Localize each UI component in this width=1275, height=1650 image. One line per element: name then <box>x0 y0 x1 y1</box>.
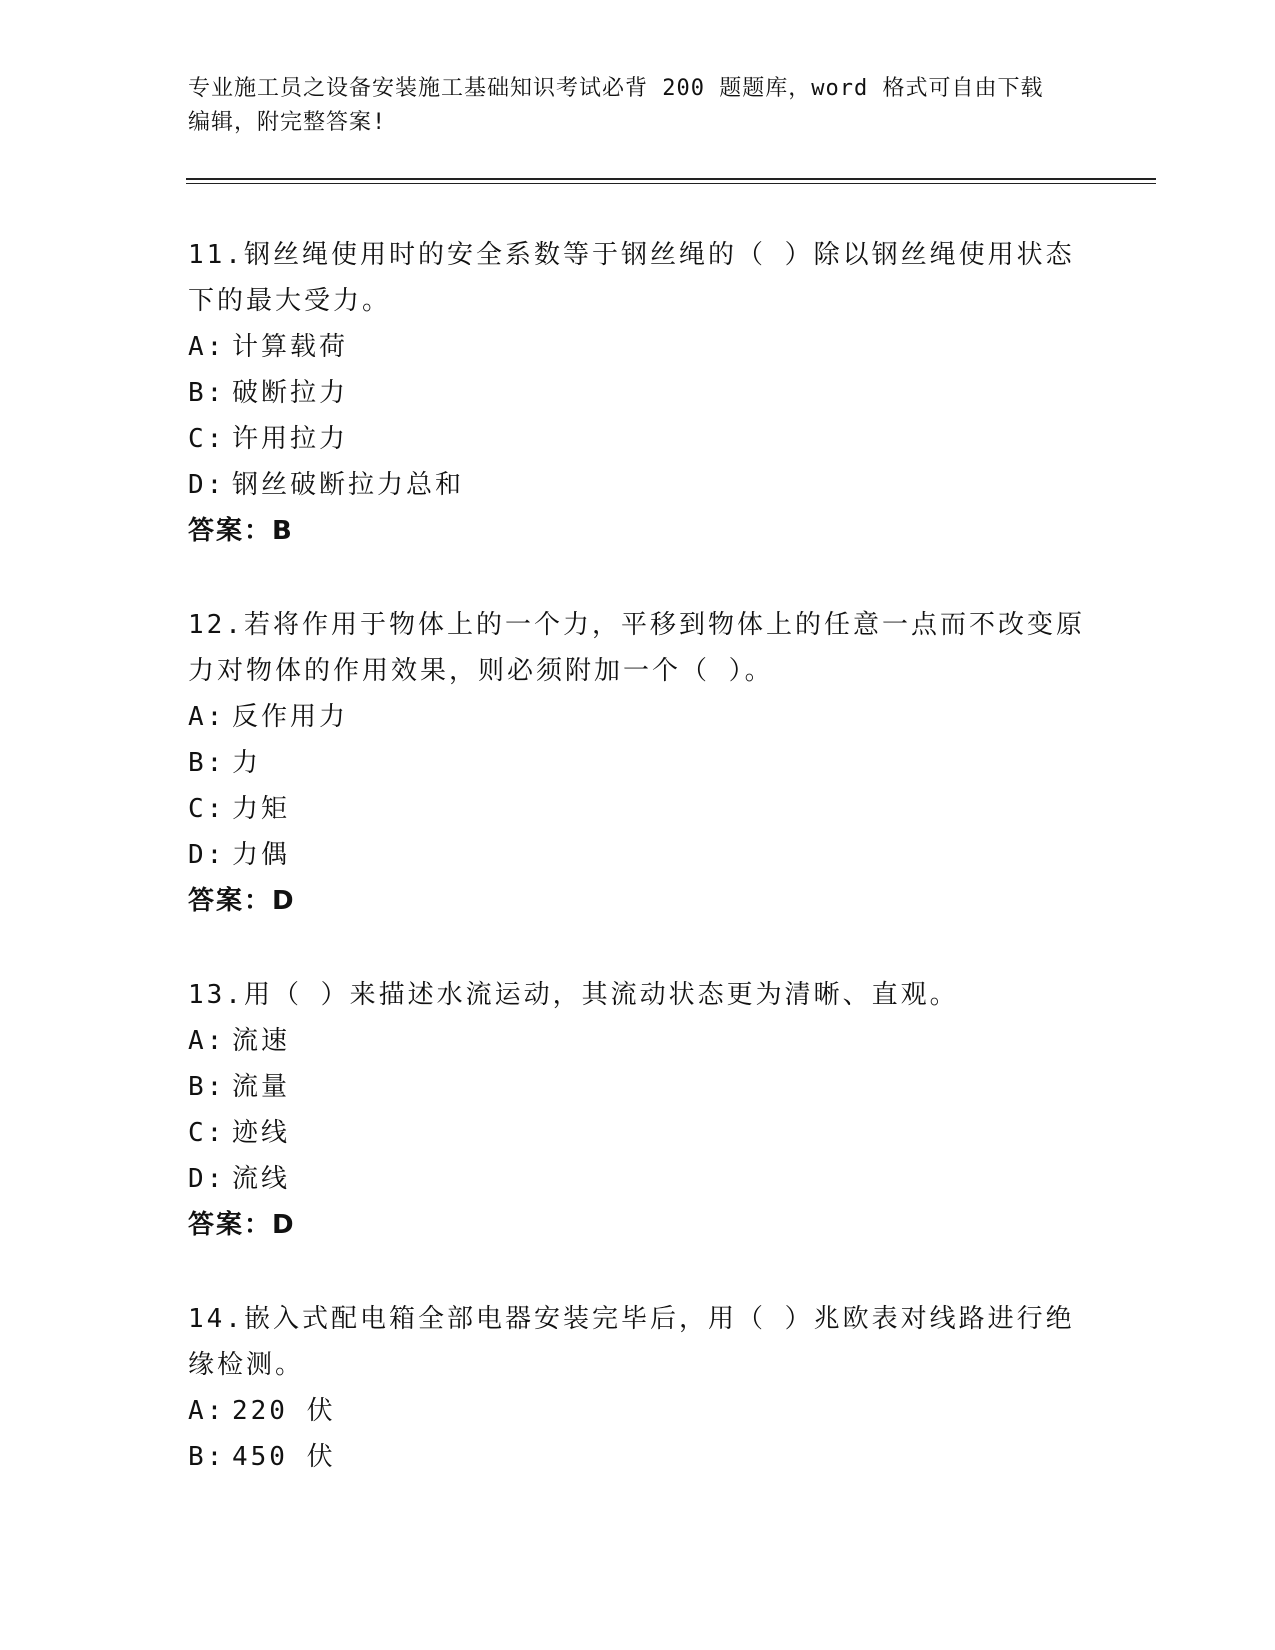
answer: 答案：D <box>188 886 296 916</box>
option-d <box>188 462 1088 508</box>
option-text: 流线 <box>232 1164 291 1194</box>
option-text: 力偶 <box>232 840 291 870</box>
option-a <box>188 324 1088 370</box>
document-header <box>188 72 1068 140</box>
question-list <box>188 232 1088 1528</box>
answer: 答案：D <box>188 1210 296 1240</box>
question-text: 11.钢丝绳使用时的安全系数等于钢丝绳的（ ）除以钢丝绳使用状态下的最大受力。 <box>188 240 1075 316</box>
option-text: 力 <box>232 748 262 778</box>
header-title-line-1: 专业施工员之设备安装施工基础知识考试必背 200 题题库，word 格式可自由下载 <box>188 76 1044 101</box>
option-key: D: <box>188 840 226 870</box>
option-text: 计算载荷 <box>232 332 349 362</box>
option-key: D: <box>188 470 226 500</box>
question-text: 12.若将作用于物体上的一个力，平移到物体上的任意一点而不改变原力对物体的作用效果，则必须附加一个（ ）。 <box>188 610 1085 686</box>
option-text: 许用拉力 <box>232 424 349 454</box>
option-key: C: <box>188 794 226 824</box>
option-text: 450 伏 <box>232 1442 336 1472</box>
option-text: 220 伏 <box>232 1396 336 1426</box>
option-key: A: <box>188 332 226 362</box>
question-14 <box>188 1296 1088 1480</box>
option-key: B: <box>188 378 226 408</box>
option-key: B: <box>188 1442 226 1472</box>
option-a <box>188 1388 1088 1434</box>
question-12 <box>188 602 1088 924</box>
option-d <box>188 1156 1088 1202</box>
option-key: A: <box>188 1396 226 1426</box>
option-key: A: <box>188 1026 226 1056</box>
option-b <box>188 370 1088 416</box>
option-b <box>188 1064 1088 1110</box>
option-c <box>188 786 1088 832</box>
option-a <box>188 1018 1088 1064</box>
option-text: 反作用力 <box>232 702 349 732</box>
option-key: B: <box>188 748 226 778</box>
option-key: B: <box>188 1072 226 1102</box>
option-a <box>188 694 1088 740</box>
header-divider-thin <box>186 183 1156 184</box>
option-text: 力矩 <box>232 794 291 824</box>
answer: 答案：B <box>188 516 294 546</box>
option-key: C: <box>188 1118 226 1148</box>
question-13 <box>188 972 1088 1248</box>
option-text: 流速 <box>232 1026 291 1056</box>
header-divider-thick <box>186 178 1156 180</box>
option-text: 破断拉力 <box>232 378 349 408</box>
question-text: 13.用（ ）来描述水流运动，其流动状态更为清晰、直观。 <box>188 980 959 1010</box>
option-key: D: <box>188 1164 226 1194</box>
option-b <box>188 740 1088 786</box>
option-key: A: <box>188 702 226 732</box>
option-text: 迹线 <box>232 1118 291 1148</box>
question-text: 14.嵌入式配电箱全部电器安装完毕后，用（ ）兆欧表对线路进行绝缘检测。 <box>188 1304 1075 1380</box>
header-title-line-2: 编辑，附完整答案! <box>188 110 387 135</box>
option-text: 钢丝破断拉力总和 <box>232 470 465 500</box>
option-key: C: <box>188 424 226 454</box>
option-c <box>188 416 1088 462</box>
option-text: 流量 <box>232 1072 291 1102</box>
option-c <box>188 1110 1088 1156</box>
option-b <box>188 1434 1088 1480</box>
question-11 <box>188 232 1088 554</box>
option-d <box>188 832 1088 878</box>
